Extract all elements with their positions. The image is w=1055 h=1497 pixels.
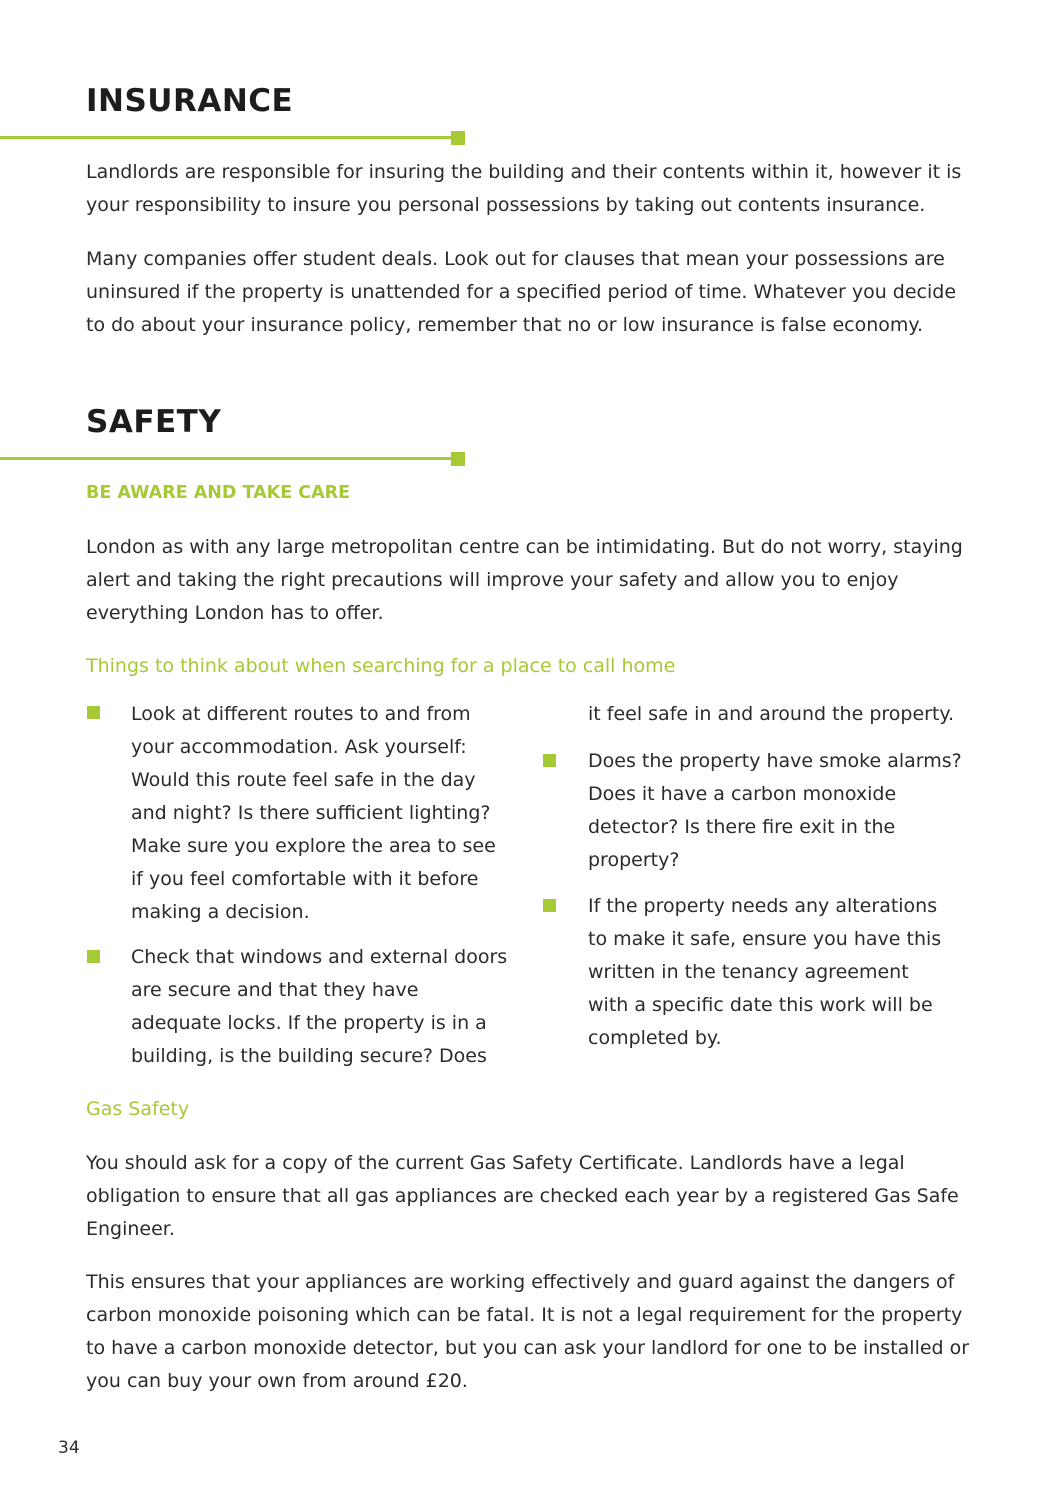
bullet-item-routes: Look at different routes to and from your accommodation. Ask yourself: Would this route feel safe in the day and night? Is there sufficient lighting? Make sure you explore the area to see if you feel comfortable with it before making a decision. [131,703,496,923]
section-rule [0,457,458,460]
be-aware-subheading: BE AWARE AND TAKE CARE [86,483,351,503]
bullet-item-smoke-alarms: Does the property have smoke alarms? Does it have a carbon monoxide detector? Is there fire exit in the property? [588,750,962,871]
safety-heading: SAFETY [86,404,222,440]
page-number: 34 [58,1438,80,1458]
bullet-square-icon [543,754,556,767]
insurance-heading: INSURANCE [86,83,294,119]
bullet-square-icon [543,899,556,912]
gas-safety-paragraph-1: You should ask for a copy of the current Gas Safety Certificate. Landlords have a legal obligation to ensure that all gas appliances are checked each year by a registered Gas Safe Engineer. [86,1152,959,1240]
gas-safety-heading: Gas Safety [86,1098,190,1120]
safety-intro-paragraph: London as with any large metropolitan centre can be intimidating. But do not worry, staying alert and taking the right precautions will improve your safety and allow you to enjoy everything London has to offer. [86,536,963,624]
section-rule-end-square [451,452,465,466]
things-to-think-heading: Things to think about when searching for a place to call home [86,655,676,677]
section-rule-end-square [451,131,465,145]
bullet-item-windows-continued: it feel safe in and around the property. [588,703,954,725]
gas-safety-paragraph-2: This ensures that your appliances are working effectively and guard against the dangers of carbon monoxide poisoning which can be fatal. It is not a legal requirement for the property to have a carbon monoxide detector, but you can ask your landlord for one to be installed or you can buy your own from around £20. [86,1271,970,1392]
insurance-paragraph-1: Landlords are responsible for insuring the building and their contents within it, however it is your responsibility to insure you personal possessions by taking out contents insurance. [86,161,962,216]
bullet-square-icon [87,706,100,719]
bullet-square-icon [87,950,100,963]
bullet-item-windows: Check that windows and external doors are secure and that they have adequate locks. If the property is in a building, is the building secure? Does [131,946,508,1067]
insurance-paragraph-2: Many companies offer student deals. Look out for clauses that mean your possessions are uninsured if the property is unattended for a specified period of time. Whatever you decide to do about your insurance policy, remember that no or low insurance is false economy. [86,248,957,336]
section-rule [0,136,458,139]
bullet-item-alterations: If the property needs any alterations to make it safe, ensure you have this written in the tenancy agreement with a specific date this work will be completed by. [588,895,942,1049]
